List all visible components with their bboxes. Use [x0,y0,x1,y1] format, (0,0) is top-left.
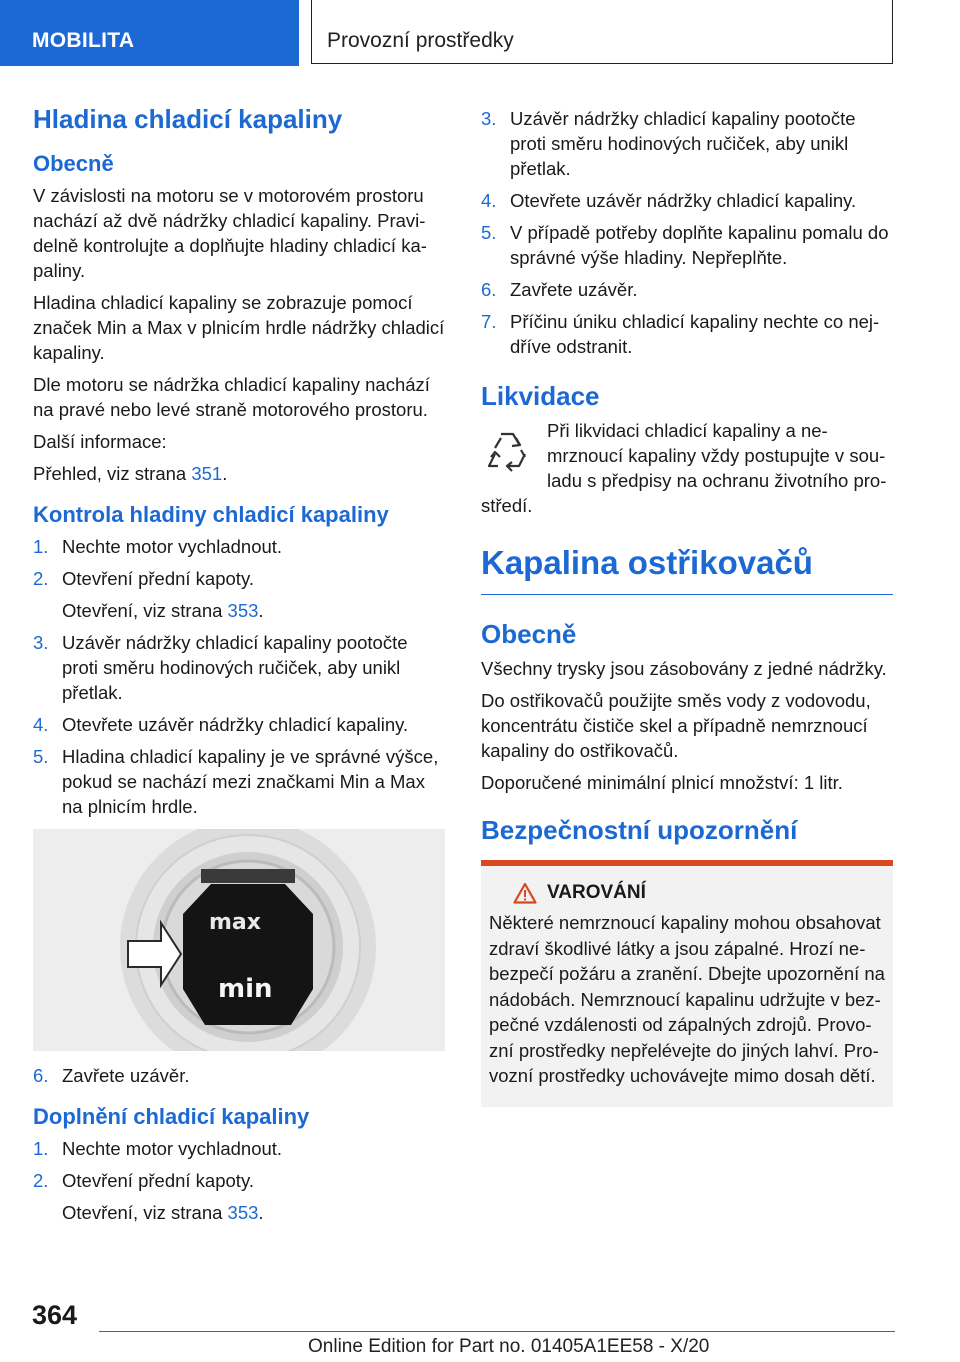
refill-heading: Doplnění chladicí kapaliny [33,1104,310,1129]
safety-heading: Bezpečnostní upozornění [481,815,798,845]
list-item: 4. Otevřete uzávěr nádržky chladicí kapaliny. [481,190,857,211]
left-column [33,96,445,1232]
page-number: 364 [32,1300,78,1330]
warning-title [489,882,885,904]
list-item: 2. Otevření přední kapoty. Otevření, viz strana 353. [33,1168,445,1225]
header-section-tab [0,0,299,66]
list-item: 3. Uzávěr nádržky chladicí kapaliny pootočte proti směru hodinových ručiček, aby unikl přetlak. [481,108,856,179]
check-steps-list-cont [33,1063,445,1088]
header-chapter-box [311,0,893,64]
cross-reference: Otevření, viz strana 353. [62,600,264,621]
list-item: 4. Otevřete uzávěr nádržky chladicí kapaliny. [33,714,409,735]
paragraph: Hladina chladicí kapaliny se zobrazuje pomocí značek Min a Max v plnicím hrdle nádržky chladicí kapaliny. [33,292,445,363]
paragraph: Dle motoru se nádržka chladicí kapaliny nachází na pravé nebo levé straně motorového prostoru. [33,374,430,420]
paragraph: V závislosti na motoru se v motorovém prostoru nachází až dvě nádržky chladicí kapaliny. Pravidelně kontrolujte a doplňujte hladiny chladicí kapaliny. [33,185,427,281]
recycle-icon [481,426,533,478]
page-link-353[interactable]: 353 [227,600,259,621]
coolant-level-title: Hladina chladicí kapaliny [33,104,343,134]
page-link-353[interactable]: 353 [227,1202,259,1223]
warning-box [481,860,893,1107]
footer-divider [99,1331,895,1332]
right-column [481,106,893,1107]
coolant-filler-neck-image [33,829,445,1051]
list-item: 6. Zavřete uzávěr. [481,279,638,300]
list-item: 1. Nechte motor vychladnout. [33,1138,283,1159]
washer-fluid-title: Kapalina ostřikovačů [481,544,893,595]
list-item: 5. V případě potřeby doplňte kapalinu pomalu do správné výše hladiny. Nepřeplňte. [481,222,889,268]
refill-steps-list-cont [481,106,893,359]
paragraph: Doporučené minimální plnicí množství: 1 litr. [481,772,843,793]
list-item: 7. Příčinu úniku chladicí kapaliny nechte co nejdříve odstranit. [481,311,880,357]
cross-reference: Přehled, viz strana 351. [33,463,228,484]
list-item: 1. Nechte motor vychladnout. [33,536,283,557]
list-item: 6. Zavřete uzávěr. [33,1065,190,1086]
filler-neck-illustration [33,829,445,1051]
paragraph: Další informace: [33,431,167,452]
header-section-label: MOBILITA [32,29,135,52]
warning-text: Některé nemrznoucí kapaliny mohou obsahovat zdraví škodlivé látky a jsou zápalné. Hrozí nebezpečí požáru a zranění. Dbejte upozornění na nádobách. Nemrznoucí kapalinu udržujte v bezpečné vzdálenosti od zápalných zdrojů. Provozní prostředky nepřelévejte do jiných lahví. Provozní prostředky uchovávejte mimo dosah dětí. [489,912,885,1086]
check-level-heading: Kontrola hladiny chladicí kapaliny [33,502,389,527]
warning-triangle-icon [513,882,537,904]
list-item: 3. Uzávěr nádržky chladicí kapaliny pootočte proti směru hodinových ručiček, aby unikl přetlak. [33,632,408,703]
paragraph: Do ostřikovačů použijte směs vody z vodovodu, koncentrátu čističe skel a případně nemrznoucí kapaliny do ostřikovačů. [481,690,871,761]
header-chapter-label: Provozní prostředky [327,29,514,52]
check-steps-list [33,534,445,819]
cross-reference: Otevření, viz strana 353. [62,1202,264,1223]
min-mark-label: min [218,974,273,1004]
paragraph: Všechny trysky jsou zásobovány z jedné nádržky. [481,658,887,679]
washer-general-heading: Obecně [481,619,577,649]
list-item: 5. Hladina chladicí kapaliny je ve správné výšce, pokud se nachází mezi značkami Min a Max na plnicím hrdle. [33,746,439,817]
max-mark-label: max [209,910,261,935]
refill-steps-list [33,1136,445,1225]
warning-label: VAROVÁNÍ [547,882,646,903]
page-link-351[interactable]: 351 [191,463,223,484]
disposal-heading: Likvidace [481,381,600,411]
disposal-text: Při likvidaci chladicí kapaliny a nemrznoucí kapaliny vždy postupujte v souladu s předpisy na ochranu životního prostředí. [481,420,887,516]
list-item: 2. Otevření přední kapoty. Otevření, viz strana 353. [33,566,445,623]
edition-label: Online Edition for Part no. 01405A1EE58 - X/20 [308,1336,710,1357]
coolant-general-heading: Obecně [33,151,114,176]
disposal-note [481,418,893,518]
